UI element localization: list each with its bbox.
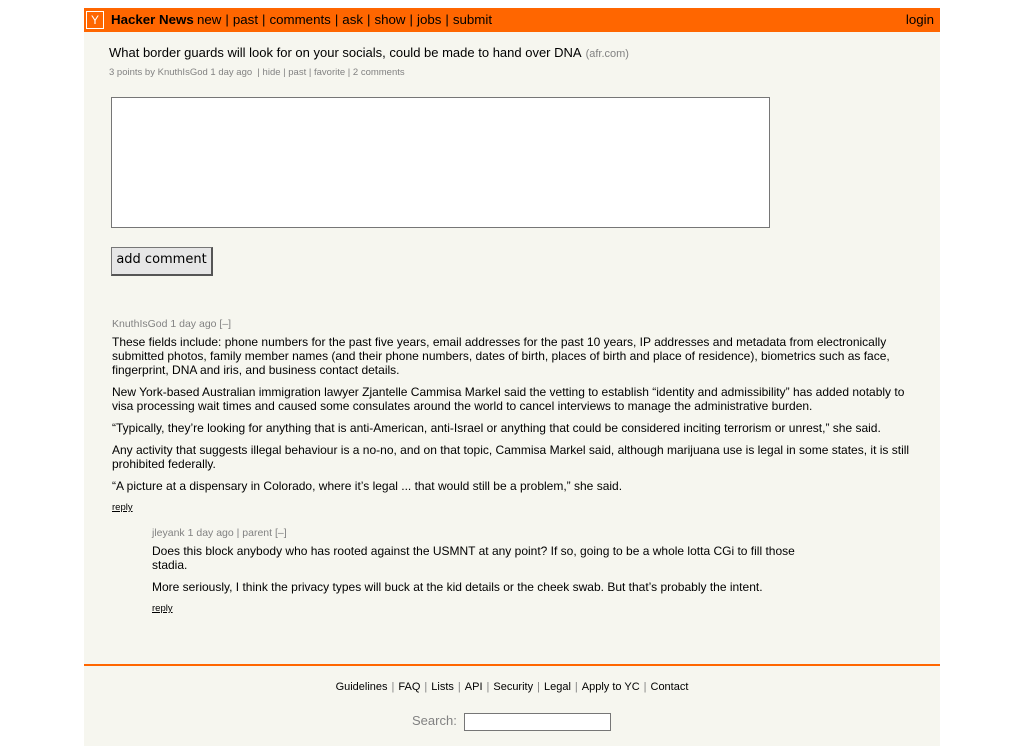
footer-legal-link[interactable]: Legal [543,681,571,693]
comment-paragraph: More seriously, I think the privacy types will buck at the kid details or the cheek swab. But that’s probably the intent. [152,580,763,594]
story-site[interactable]: (afr.com) [585,48,629,60]
comment-age-link[interactable]: 1 day ago [187,527,234,539]
comment-paragraph: “A picture at a dispensary in Colorado, where it’s legal ... that would still be a problem,” she said. [112,479,623,493]
footer-apply-link[interactable]: Apply to YC [581,681,640,693]
nav-separator: | [225,12,229,27]
comment-header [112,318,231,330]
comment-paragraph: New York-based Australian immigration lawyer Zjantelle Cammisa Markel said the vetting to establish “identity and admissibility” has added notably to visa processing wait times and caused some consulates around the world to cancel interviews to manage the administrative burden. [112,385,905,413]
nav-comments[interactable]: comments [269,12,331,27]
story-age-link[interactable]: 1 day ago [210,67,253,78]
y-logo-icon[interactable]: Y [86,11,104,29]
nav-new[interactable]: new [197,12,222,27]
story-points: 3 points [109,67,143,78]
comment-toggle[interactable]: [–] [275,527,287,539]
nav-separator: | [409,12,413,27]
comment-author-link[interactable]: KnuthIsGod [112,318,168,330]
comment-header: jleyank 1 day ago | parent [–] [152,527,287,539]
login-link[interactable]: login [905,12,934,27]
footer-guidelines-link[interactable]: Guidelines [335,681,388,693]
nav-show[interactable]: show [374,12,406,27]
footer-divider [84,664,940,666]
nav-jobs[interactable]: jobs [416,12,442,27]
search-form [412,713,457,728]
footer-api-link[interactable]: API [464,681,483,693]
nav-separator: | [367,12,371,27]
nav-separator: | [445,12,449,27]
page-container [84,8,940,746]
footer-security-link[interactable]: Security [493,681,534,693]
comment-paragraph: These fields include: phone numbers for the past five years, email addresses for the past 10 years, IP addresses and metadata from electronically submitted photos, family member names (and their phone numbers, dates of birth, places of birth and place of residence), biometrics such as face, fingerprint, DNA and iris, and business contact details. [112,335,890,377]
reply-link[interactable]: reply [152,603,173,614]
comment-age-link[interactable]: 1 day ago [170,318,217,330]
story-author-link[interactable]: KnuthIsGod [157,67,208,78]
footer-contact-link[interactable]: Contact [650,681,689,693]
nav-ask[interactable]: ask [342,12,363,27]
comment-text [112,335,912,501]
nav-separator: | [262,12,266,27]
footer-lists-link[interactable]: Lists [431,681,454,693]
hide-link[interactable]: hide [262,67,281,78]
story-subtext: 3 points by KnuthIsGod 1 day ago | hide | past | favorite | 2 comments [109,67,405,78]
comment-toggle[interactable]: [–] [219,318,232,330]
comment-text [152,544,804,602]
parent-link[interactable]: parent [242,527,273,539]
comments-count-link[interactable]: 2 comments [352,67,405,78]
story-title-row [109,45,629,60]
search-input[interactable] [464,713,611,731]
comment-paragraph: Any activity that suggests illegal behaviour is a no-no, and on that topic, Cammisa Markel said, although marijuana use is legal in some states, it is still prohibited federally. [112,443,910,471]
comment-paragraph: “Typically, they’re looking for anything that is anti-American, anti-Israel or anything that could be considered inciting terrorism or unrest,” she said. [112,421,881,435]
top-bar [84,8,940,32]
footer-links: Guidelines | FAQ | Lists | API | Security | Legal | Apply to YC | Contact [335,681,689,693]
comment-paragraph: Does this block anybody who has rooted against the USMNT at any point? If so, going to be a whole lotta CGi to fill those stadia. [152,544,795,572]
past-link[interactable]: past [288,67,307,78]
story-title-link[interactable]: What border guards will look for on your socials, could be made to hand over DNA [109,45,582,60]
reply-link[interactable]: reply [112,502,133,513]
search-label: Search: [412,713,457,728]
nav-separator: | [334,12,339,27]
comment-textarea[interactable] [111,97,770,228]
footer-faq-link[interactable]: FAQ [398,681,421,693]
story-by: by [144,67,155,78]
favorite-link[interactable]: favorite [313,67,346,78]
add-comment-button[interactable]: add comment [111,247,213,276]
brand-link[interactable]: Hacker News [111,12,194,27]
nav-links [197,8,492,32]
nav-submit[interactable]: submit [452,12,493,27]
nav-past[interactable]: past [232,12,259,27]
comment-author-link[interactable]: jleyank [152,527,185,539]
